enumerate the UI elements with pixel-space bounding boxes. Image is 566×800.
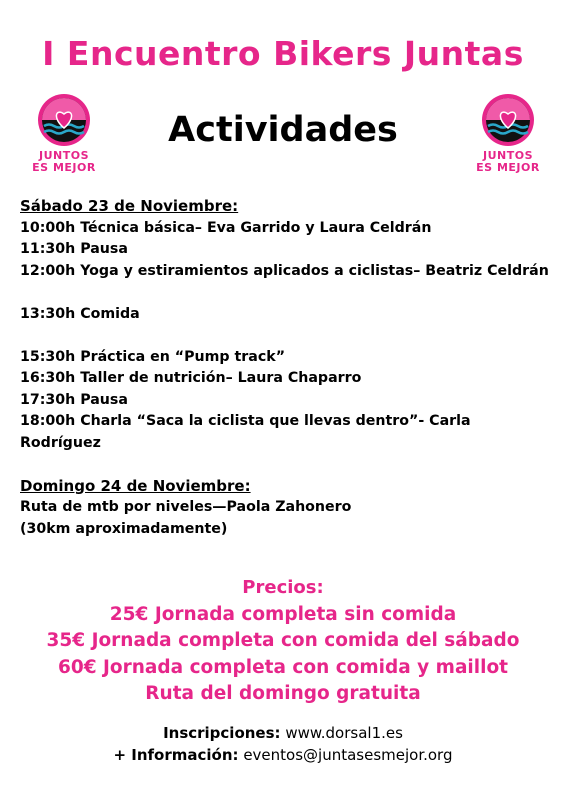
price-item: 25€ Jornada completa sin comida [109, 603, 457, 625]
info-line [0, 744, 566, 766]
schedule-item: 17:30h Pausa [20, 391, 128, 408]
schedule-item: 16:30h Taller de nutrición– Laura Chaparro [20, 370, 362, 386]
price-item: Ruta del domingo gratuita [145, 683, 421, 704]
logo-text-line2: ES MEJOR [476, 161, 540, 174]
signup-link[interactable]: www.dorsal1.es [285, 724, 403, 742]
info-email-link[interactable]: eventos@juntasesmejor.org [243, 746, 453, 764]
schedule-item: 12:00h Yoga y estiramientos aplicados a ciclistas– Beatriz Celdrán [20, 262, 549, 279]
schedule-item: 10:00h Técnica básica– Eva Garrido y Laura Celdrán [20, 219, 432, 236]
signup-line [0, 722, 566, 744]
prices-section [0, 575, 566, 708]
schedule [20, 196, 550, 540]
logo-text-line2: ES MEJOR [32, 161, 96, 174]
logo-text-line1: JUNTOS [38, 149, 89, 162]
saturday-heading: Sábado 23 de Noviembre: [20, 197, 239, 215]
schedule-item: 13:30h Comida [20, 305, 140, 322]
signup-label: Inscripciones: [163, 724, 281, 742]
prices-title: Precios: [242, 577, 324, 598]
logo-text-line1: JUNTOS [482, 149, 533, 162]
schedule-item: 15:30h Práctica en “Pump track” [20, 348, 286, 365]
sunday-heading: Domingo 24 de Noviembre: [20, 476, 251, 495]
price-item: 35€ Jornada completa con comida del sábado [46, 630, 520, 651]
schedule-item: 18:00h Charla “Saca la ciclista que llevas dentro”- Carla Rodríguez [20, 413, 471, 451]
price-item: 60€ Jornada completa con comida y maillot [57, 656, 509, 678]
schedule-item: Ruta de mtb por niveles—Paola Zahonero [20, 499, 352, 515]
contact-section [0, 722, 566, 766]
info-label: + Información: [113, 746, 239, 764]
schedule-item: 11:30h Pausa [20, 241, 128, 257]
event-title: I Encuentro Bikers Juntas [42, 34, 524, 73]
page-subtitle: Actividades [168, 110, 398, 150]
schedule-item: (30km aproximadamente) [20, 520, 228, 537]
